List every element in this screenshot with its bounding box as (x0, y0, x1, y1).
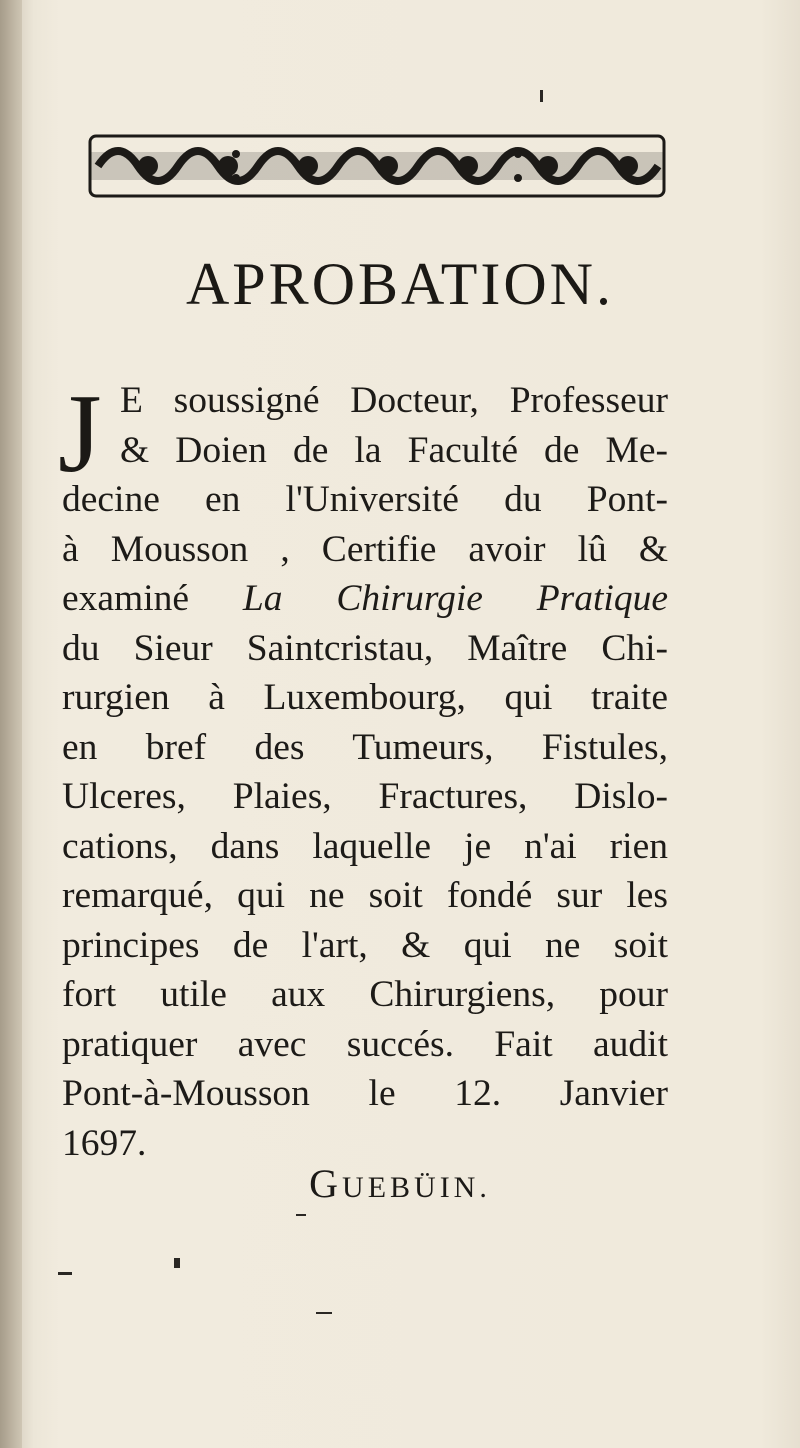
text-line-14: pratiquer avec succés. Fait audit (62, 1023, 668, 1065)
text-line-15: Pont-à-Mousson le 12. Janvier (62, 1073, 668, 1114)
page-title: APROBATION. (185, 251, 615, 317)
signature-rest: UEBÜIN (342, 1171, 480, 1204)
text-line-8: en bref des Tumeurs, Fistules, (62, 726, 668, 768)
text-line-6: du Sieur Saintcristau, Maître Chi- (62, 627, 668, 669)
text-line-1: E soussigné Docteur, Professeur (120, 380, 668, 421)
text-line-7: rurgien à Luxembourg, qui traite (62, 677, 668, 718)
text-line-11: remarqué, qui ne soit fondé sur les (62, 875, 668, 916)
text-line-5-start: examiné (62, 578, 243, 619)
drop-cap-letter: J (58, 372, 102, 496)
text-line-12: principes de l'art, & qui ne soit (62, 924, 668, 966)
text-line-10: cations, dans laquelle je n'ai rien (62, 825, 668, 867)
text-line-16-date: 1697. (62, 1122, 147, 1164)
text-line-3: decine en l'Université du Pont- (62, 479, 668, 520)
text-line-4: à Mousson , Certifie avoir lû & (62, 528, 668, 570)
signature-period: . (479, 1171, 491, 1204)
text-line-9: Ulceres, Plaies, Fractures, Dislo- (62, 776, 668, 817)
text-line-13: fort utile aux Chirurgiens, pour (62, 974, 668, 1015)
text-line-2: & Doien de la Faculté de Me- (120, 429, 668, 471)
book-title-italic: La Chirurgie Pratique (242, 578, 668, 619)
signature-initial: G (309, 1161, 343, 1206)
